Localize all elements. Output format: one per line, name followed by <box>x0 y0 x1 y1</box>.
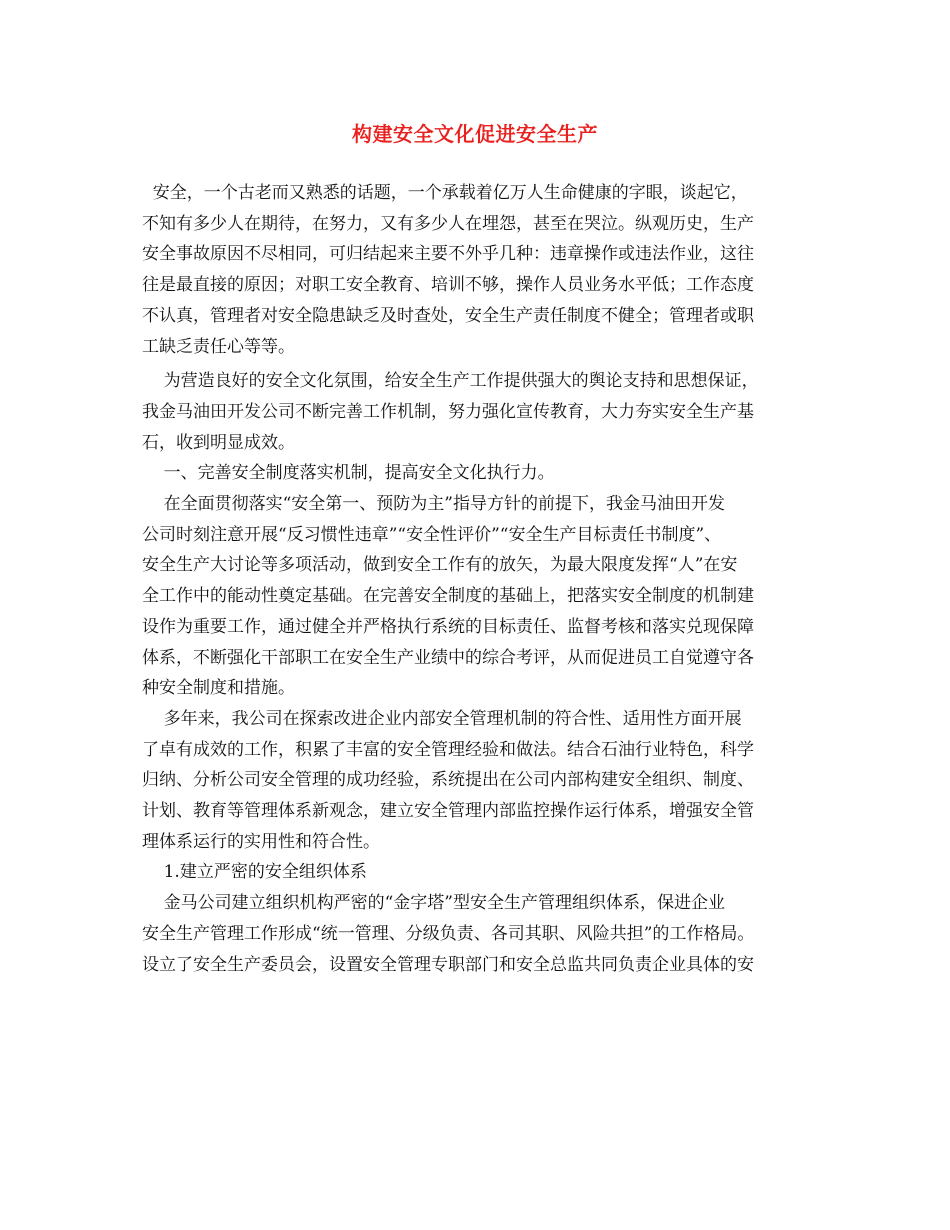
text-line: 安全，一个古老而又熟悉的话题，一个承载着亿万人生命健康的字眼，谈起它， <box>142 183 748 203</box>
paragraph-7 <box>142 888 812 980</box>
text-line: 为营造良好的安全文化氛围，给安全生产工作提供强大的舆论支持和思想保证， <box>142 371 759 392</box>
text-line: 了卓有成效的工作，积累了丰富的安全管理经验和做法。结合石油行业特色，科学 <box>142 739 754 760</box>
text-line: 公司时刻注意开展“反习惯性违章”“安全性评价”“安全生产目标责任书制度”、 <box>142 524 722 545</box>
text-line: 全工作中的能动性奠定基础。在完善安全制度的基础上，把落实安全制度的机制建 <box>142 586 754 607</box>
subsection-heading-1 <box>142 857 812 888</box>
text-line: 不知有多少人在期待，在努力，又有多少人在埋怨，甚至在哭泣。纵观历史，生产 <box>142 213 754 234</box>
text-line: 安全生产管理工作形成“统一管理、分级负责、各司其职、风险共担”的工作格局。 <box>142 923 755 944</box>
text-line: 归纳、分析公司安全管理的成功经验，系统提出在公司内部构建安全组织、制度、 <box>142 770 754 791</box>
text-line: 往是最直接的原因；对职工安全教育、培训不够，操作人员业务水平低；工作态度 <box>142 275 754 296</box>
text-line: 计划、教育等管理体系新观念，建立安全管理内部监控操作运行体系，增强安全管 <box>142 801 754 822</box>
text-line: 设立了安全生产委员会，设置安全管理专职部门和安全总监共同负责企业具体的安 <box>142 954 754 975</box>
text-line: 种安全制度和措施。 <box>142 678 295 699</box>
text-line: 安全生产大讨论等多项活动，做到安全工作有的放矢，为最大限度发挥“人”在安 <box>142 555 738 576</box>
text-line: 在全面贯彻落实“安全第一、预防为主”指导方针的前提下，我金马油田开发 <box>142 494 725 515</box>
document-title: 构建安全文化促进安全生产 <box>352 122 598 146</box>
text-line: 设作为重要工作，通过健全并严格执行系统的目标责任、监督考核和落实兑现保障 <box>142 616 754 637</box>
document-body <box>142 178 812 980</box>
text-line: 多年来，我公司在探索改进企业内部安全管理机制的符合性、适用性方面开展 <box>142 708 742 729</box>
text-line: 工缺乏责任心等等。 <box>142 336 295 357</box>
paragraph-2 <box>142 366 812 458</box>
text-line: 金马公司建立组织机构严密的“金字塔”型安全生产管理组织体系，保进企业 <box>142 893 725 914</box>
paragraph-5 <box>142 704 812 858</box>
section-heading-1 <box>142 458 812 489</box>
text-line: 不认真，管理者对安全隐患缺乏及时查处，安全生产责任制度不健全；管理者或职 <box>142 305 754 326</box>
text-line: 我金马油田开发公司不断完善工作机制，努力强化宣传教育，大力夯实安全生产基 <box>142 401 754 422</box>
text-line: 石，收到明显成效。 <box>142 432 295 453</box>
text-line: 理体系运行的实用性和符合性。 <box>142 831 380 852</box>
paragraph-4 <box>142 489 812 704</box>
text-line: 体系，不断强化干部职工在安全生产业绩中的综合考评，从而促进员工自觉遵守各 <box>142 647 754 668</box>
text-line: 安全事故原因不尽相同，可归结起来主要不外乎几种：违章操作或违法作业，这往 <box>142 244 754 265</box>
text-line: 一、完善安全制度落实机制，提高安全文化执行力。 <box>142 463 555 484</box>
text-line: 1.建立严密的安全组织体系 <box>142 862 367 883</box>
paragraph-intro <box>142 178 812 362</box>
